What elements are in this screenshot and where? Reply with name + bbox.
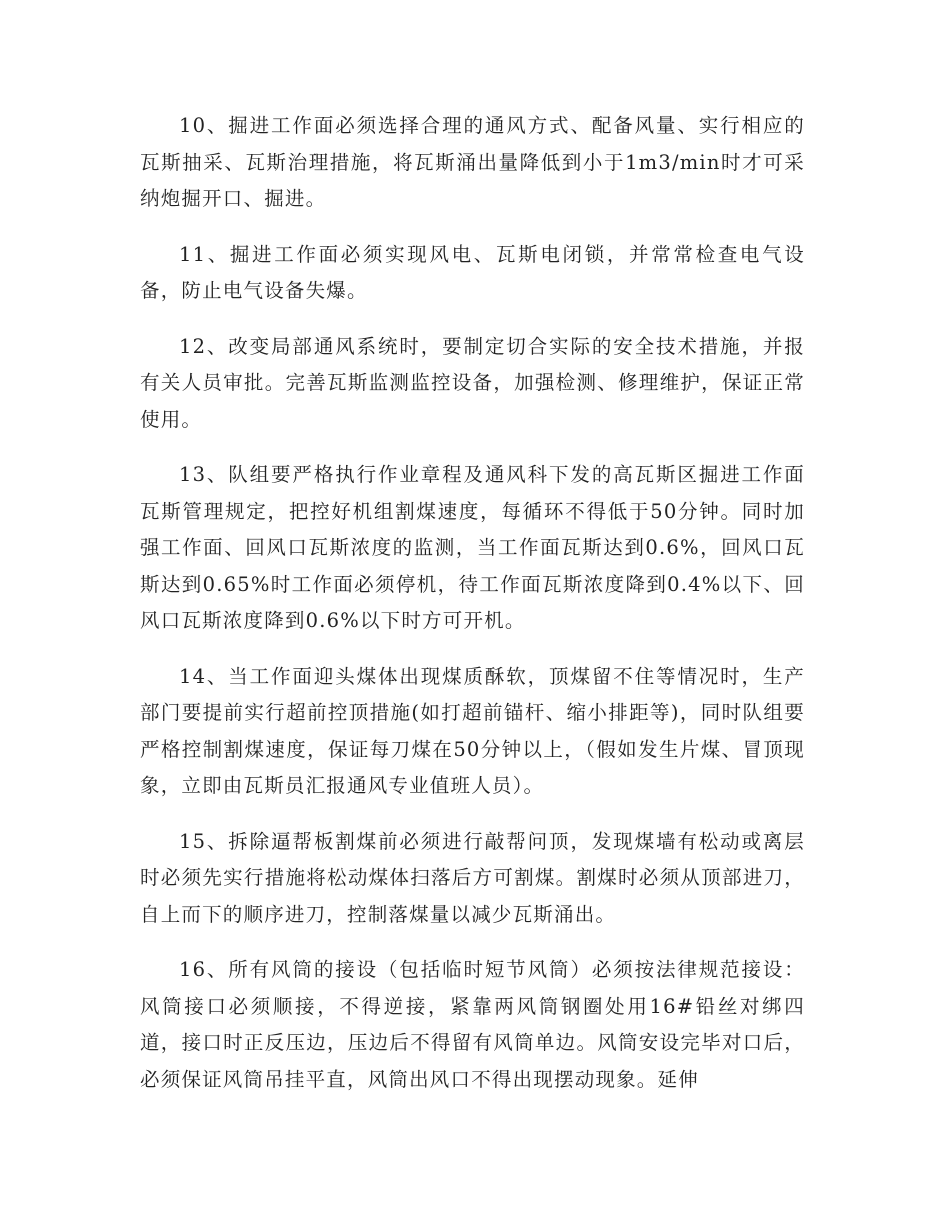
document-body (140, 108, 805, 1117)
paragraph-13: 13、队组要严格执行作业章程及通风科下发的高瓦斯区掘进工作面瓦斯管理规定，把控好机组割煤速度，每循环不得低于50分钟。同时加强工作面、回风口瓦斯浓度的监测，当工作面瓦斯达到0.6%，回风口瓦斯达到0.65%时工作面必须停机，待工作面瓦斯浓度降到0.4%以下、回风口瓦斯浓度降到0.6%以下时方可开机。 (140, 463, 805, 632)
paragraph-14: 14、当工作面迎头煤体出现煤质酥软，顶煤留不住等情况时，生产部门要提前实行超前控顶措施(如打超前锚杆、缩小排距等)，同时队组要严格控制割煤速度，保证每刀煤在50分钟以上，（假如发生片煤、冒顶现象，立即由瓦斯员汇报通风专业值班人员）。 (140, 664, 805, 797)
paragraph-11: 11、掘进工作面必须实现风电、瓦斯电闭锁，并常常检查电气设备，防止电气设备失爆。 (140, 242, 805, 302)
paragraph-16: 16、所有风筒的接设（包括临时短节风筒）必须按法律规范接设：风筒接口必须顺接，不得逆接，紧靠两风筒钢圈处用16#铅丝对绑四道，接口时正反压边，压边后不得留有风筒单边。风筒安设完毕对口后，必须保证风筒吊挂平直，风筒出风口不得出现摆动现象。延伸 (140, 958, 805, 1091)
paragraph-10: 10、掘进工作面必须选择合理的通风方式、配备风量、实行相应的瓦斯抽采、瓦斯治理措施，将瓦斯涌出量降低到小于1m3/min时才可采纳炮掘开口、掘进。 (140, 114, 805, 210)
paragraph-15: 15、拆除逼帮板割煤前必须进行敲帮问顶，发现煤墙有松动或离层时必须先实行措施将松动煤体扫落后方可割煤。割煤时必须从顶部进刀，自上而下的顺序进刀，控制落煤量以减少瓦斯涌出。 (140, 829, 805, 926)
paragraph-12: 12、改变局部通风系统时，要制定切合实际的安全技术措施，并报有关人员审批。完善瓦斯监测监控设备，加强检测、修理维护，保证正常使用。 (140, 334, 805, 431)
